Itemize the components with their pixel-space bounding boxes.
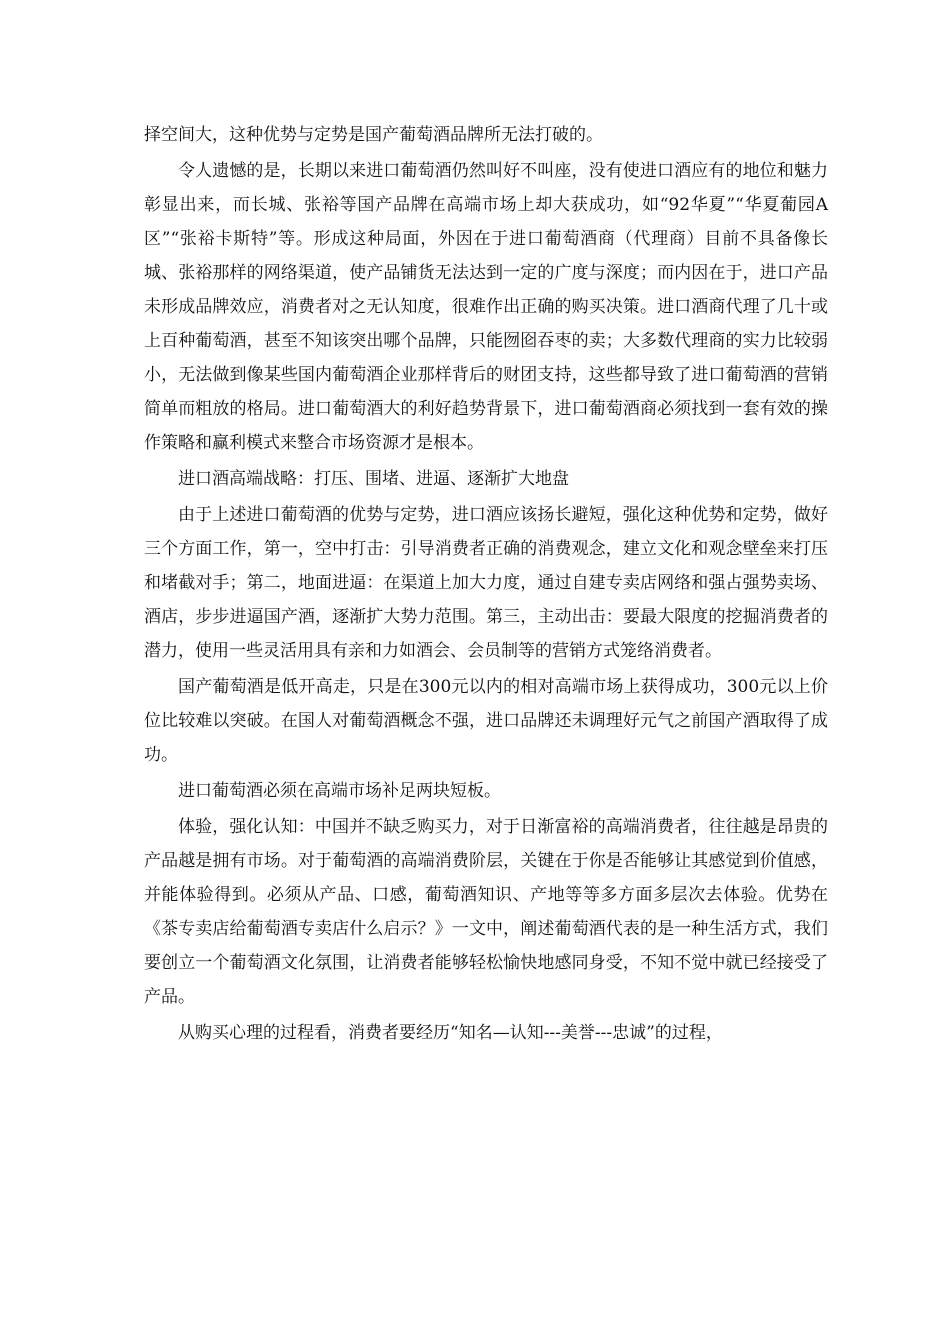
- paragraph-4: 由于上述进口葡萄酒的优势与定势，进口酒应该扬长避短，强化这种优势和定势，做好三个方面工作，第一，空中打击：引导消费者正确的消费观念，建立文化和观念壁垒来打压和堵截对手；第二，地面进逼：在渠道上加大力度，通过自建专卖店网络和强占强势卖场、酒店，步步进逼国产酒，逐渐扩大势力范围。第三，主动出击：要最大限度的挖掘消费者的潜力，使用一些灵活用具有亲和力如酒会、会员制等的营销方式笼络消费者。: [144, 505, 828, 661]
- paragraph-6: 进口葡萄酒必须在高端市场补足两块短板。: [178, 781, 501, 801]
- document-page: [144, 118, 828, 1052]
- paragraph-1: 择空间大，这种优势与定势是国产葡萄酒品牌所无法打破的。: [144, 125, 603, 145]
- paragraph-2: 令人遗憾的是，长期以来进口葡萄酒仍然叫好不叫座，没有使进口酒应有的地位和魅力彰显出来，而长城、张裕等国产品牌在高端市场上却大获成功，如“92华夏”“华夏葡园A区”“张裕卡斯特”等。形成这种局面，外因在于进口葡萄酒商（代理商）目前不具备像长城、张裕那样的网络渠道，使产品铺货无法达到一定的广度与深度；而内因在于，进口产品未形成品牌效应，消费者对之无认知度，很难作出正确的购买决策。进口酒商代理了几十或上百种葡萄酒，甚至不知该突出哪个品牌，只能囫囵吞枣的卖；大多数代理商的实力比较弱小，无法做到像某些国内葡萄酒企业那样背后的财团支持，这些都导致了进口葡萄酒的营销简单而粗放的格局。进口葡萄酒大的利好趋势背景下，进口葡萄酒商必须找到一套有效的操作策略和赢利模式来整合市场资源才是根本。: [144, 161, 828, 453]
- paragraph-7: 体验，强化认知：中国并不缺乏购买力，对于日渐富裕的高端消费者，往往越是昂贵的产品越是拥有市场。对于葡萄酒的高端消费阶层，关键在于你是否能够让其感觉到价值感，并能体验得到。必须从产品、口感，葡萄酒知识、产地等等多方面多层次去体验。优势在《茶专卖店给葡萄酒专卖店什么启示？》一文中，阐述葡萄酒代表的是一种生活方式，我们要创立一个葡萄酒文化氛围，让消费者能够轻松愉快地感同身受，不知不觉中就已经接受了产品。: [144, 817, 828, 1007]
- paragraph-5: 国产葡萄酒是低开高走，只是在300元以内的相对高端市场上获得成功，300元以上价位比较难以突破。在国人对葡萄酒概念不强，进口品牌还未调理好元气之前国产酒取得了成功。: [144, 677, 828, 765]
- paragraph-3-heading: 进口酒高端战略：打压、围堵、进逼、逐渐扩大地盘: [178, 469, 569, 489]
- paragraph-8: 从购买心理的过程看，消费者要经历“知名—认知---美誉---忠诚”的过程，: [178, 1023, 723, 1043]
